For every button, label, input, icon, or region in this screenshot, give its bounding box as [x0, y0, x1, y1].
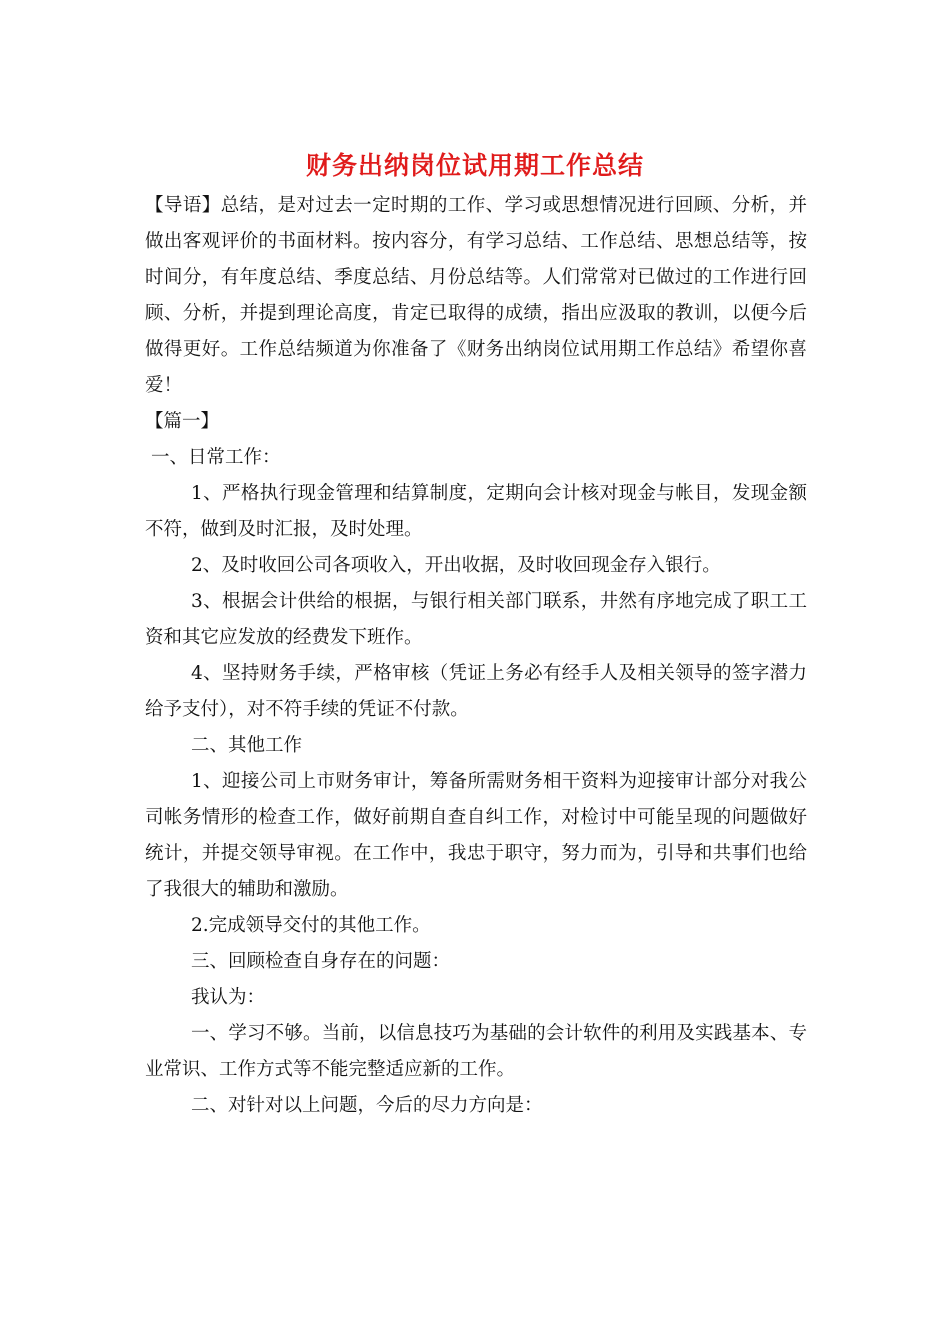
body-paragraph: 一、学习不够。当前，以信息技巧为基础的会计软件的利用及实践基本、专业常识、工作方式等不能完整适应新的工作。	[145, 1023, 807, 1080]
body-paragraph: 1、迎接公司上市财务审计，筹备所需财务相干资料为迎接审计部分对我公司帐务情形的检查工作，做好前期自查自纠工作，对检讨中可能呈现的问题做好统计，并提交领导审视。在工作中，我忠于职守，努力而为，引导和共事们也给了我很大的辅助和激励。	[145, 771, 807, 900]
section-label: 【篇一】	[145, 411, 220, 432]
body-paragraph: 二、其他工作	[191, 735, 303, 756]
document-title: 财务出纳岗位试用期工作总结	[305, 151, 644, 180]
body-paragraph: 1、严格执行现金管理和结算制度，定期向会计核对现金与帐目，发现金额不符，做到及时汇报，及时处理。	[145, 483, 807, 540]
paragraph-list	[145, 440, 807, 1124]
body-paragraph: 3、根据会计供给的根据，与银行相关部门联系，井然有序地完成了职工工资和其它应发放的经费发下班作。	[145, 591, 807, 648]
body-paragraph: 三、回顾检查自身存在的问题：	[191, 951, 451, 972]
body-paragraph: 2.完成领导交付的其他工作。	[191, 915, 431, 936]
body-paragraph: 4、坚持财务手续，严格审核（凭证上务必有经手人及相关领导的签字潜力给予支付），对不符手续的凭证不付款。	[145, 663, 807, 720]
intro-paragraph: 【导语】总结，是对过去一定时期的工作、学习或思想情况进行回顾、分析，并做出客观评价的书面材料。按内容分，有学习总结、工作总结、思想总结等，按时间分，有年度总结、季度总结、月份总结等。人们常常对已做过的工作进行回顾、分析，并提到理论高度，肯定已取得的成绩，指出应汲取的教训，以便今后做得更好。工作总结频道为你准备了《财务出纳岗位试用期工作总结》希望你喜爱！	[145, 195, 807, 396]
document-body	[145, 188, 807, 1124]
body-paragraph: 我认为：	[191, 987, 266, 1008]
body-paragraph: 一、日常工作：	[151, 447, 281, 468]
body-paragraph: 二、对针对以上问题，今后的尽力方向是：	[191, 1095, 543, 1116]
body-paragraph: 2、及时收回公司各项收入，开出收据，及时收回现金存入银行。	[191, 555, 721, 576]
